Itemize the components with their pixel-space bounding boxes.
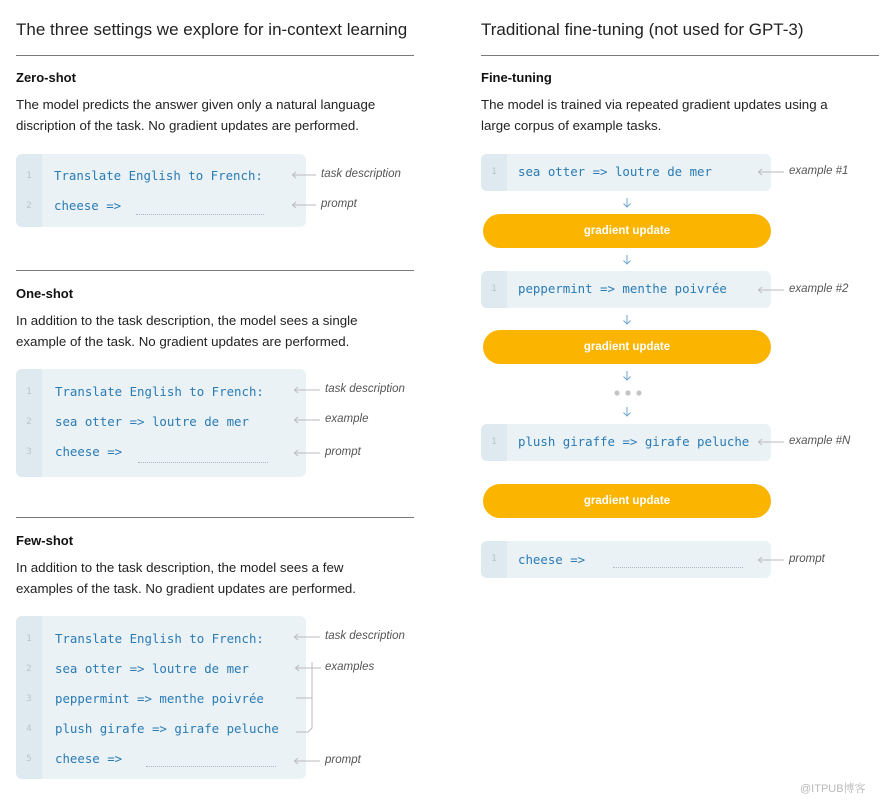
few-shot-code-block [16, 616, 306, 779]
one-shot-heading: One-shot [16, 286, 74, 301]
arrow-left-icon [290, 201, 316, 209]
line-number: 1 [491, 167, 497, 177]
section-divider [16, 517, 414, 518]
prompt-code-block [481, 541, 771, 578]
one-shot-description: In addition to the task description, the model sees a single example of the task. No gradient updates are performed. [16, 313, 358, 349]
left-title-divider [16, 55, 414, 56]
annotation-task-description: task description [325, 630, 405, 642]
zero-shot-description: The model predicts the answer given only a natural language discription of the task. No gradient updates are performed. [16, 97, 376, 133]
arrow-left-icon [292, 633, 320, 641]
line-number: 3 [26, 447, 32, 457]
code-line-example: peppermint => menthe poivrée [518, 281, 727, 296]
code-line-example: sea otter => loutre de mer [55, 414, 249, 429]
zero-shot-heading: Zero-shot [16, 70, 76, 85]
annotation-example-n: example #N [789, 435, 851, 447]
arrow-down-icon [621, 370, 633, 382]
line-number: 5 [26, 754, 32, 764]
code-line-example: plush giraffe => girafe peluche [518, 434, 750, 449]
arrow-left-icon [292, 386, 320, 394]
arrow-down-icon [621, 314, 633, 326]
code-line-task: Translate English to French: [55, 384, 264, 399]
annotation-task-description: task description [321, 168, 401, 180]
few-shot-description: In addition to the task description, the model sees a few examples of the task. No gradient updates are performed. [16, 560, 356, 596]
code-line-example: sea otter => loutre de mer [55, 661, 249, 676]
code-line-prompt: cheese => [54, 198, 122, 213]
arrow-left-icon [756, 438, 784, 446]
annotation-prompt: prompt [325, 754, 361, 766]
watermark: @ITPUB博客 [800, 783, 866, 795]
ellipsis-icon [612, 389, 644, 397]
code-line-example: plush girafe => girafe peluche [55, 721, 279, 736]
line-number: 1 [491, 284, 497, 294]
example-code-block [481, 271, 771, 308]
right-column-title: Traditional fine-tuning (not used for GPT-3) [481, 20, 804, 39]
example-code-block [481, 154, 771, 191]
line-number: 2 [26, 417, 32, 427]
line-number: 3 [26, 694, 32, 704]
examples-bracket-icon [292, 660, 322, 734]
gradient-update-pill: gradient update [483, 330, 771, 364]
annotation-examples: examples [325, 661, 375, 673]
left-column-title: The three settings we explore for in-context learning [16, 20, 408, 39]
annotation-example-1: example #1 [789, 165, 849, 177]
line-number: 1 [26, 634, 32, 644]
code-line-task: Translate English to French: [55, 631, 264, 646]
annotation-prompt: prompt [325, 446, 361, 458]
one-shot-code-block [16, 369, 306, 477]
line-number: 2 [26, 664, 32, 674]
fine-tuning-description: The model is trained via repeated gradient updates using a large corpus of example tasks. [481, 97, 828, 133]
line-number: 1 [491, 554, 497, 564]
example-code-block [481, 424, 771, 461]
code-line-task: Translate English to French: [54, 168, 263, 183]
annotation-example: example [325, 413, 369, 425]
arrow-left-icon [292, 416, 320, 424]
annotation-example-2: example #2 [789, 283, 849, 295]
gradient-update-pill: gradient update [483, 484, 771, 518]
arrow-down-icon [621, 406, 633, 418]
arrow-left-icon [292, 757, 320, 765]
code-line-example: peppermint => menthe poivrée [55, 691, 264, 706]
code-line-prompt: cheese => [518, 552, 586, 567]
code-line-example: sea otter => loutre de mer [518, 164, 712, 179]
right-title-divider [481, 55, 879, 56]
line-number: 1 [26, 387, 32, 397]
annotation-prompt: prompt [321, 198, 357, 210]
arrow-left-icon [290, 171, 316, 179]
arrow-left-icon [756, 286, 784, 294]
section-divider [16, 270, 414, 271]
arrow-left-icon [756, 168, 784, 176]
arrow-left-icon [292, 449, 320, 457]
gradient-update-pill: gradient update [483, 214, 771, 248]
arrow-left-icon [756, 556, 784, 564]
line-number: 4 [26, 724, 32, 734]
few-shot-heading: Few-shot [16, 533, 74, 548]
annotation-prompt: prompt [789, 553, 825, 565]
code-line-prompt: cheese => [55, 444, 123, 459]
zero-shot-code-block [16, 154, 306, 227]
annotation-task-description: task description [325, 383, 405, 395]
code-line-prompt: cheese => [55, 751, 123, 766]
fine-tuning-heading: Fine-tuning [481, 70, 552, 85]
line-number: 1 [491, 437, 497, 447]
line-number: 2 [26, 201, 32, 211]
line-number: 1 [26, 171, 32, 181]
arrow-down-icon [621, 197, 633, 209]
arrow-down-icon [621, 254, 633, 266]
